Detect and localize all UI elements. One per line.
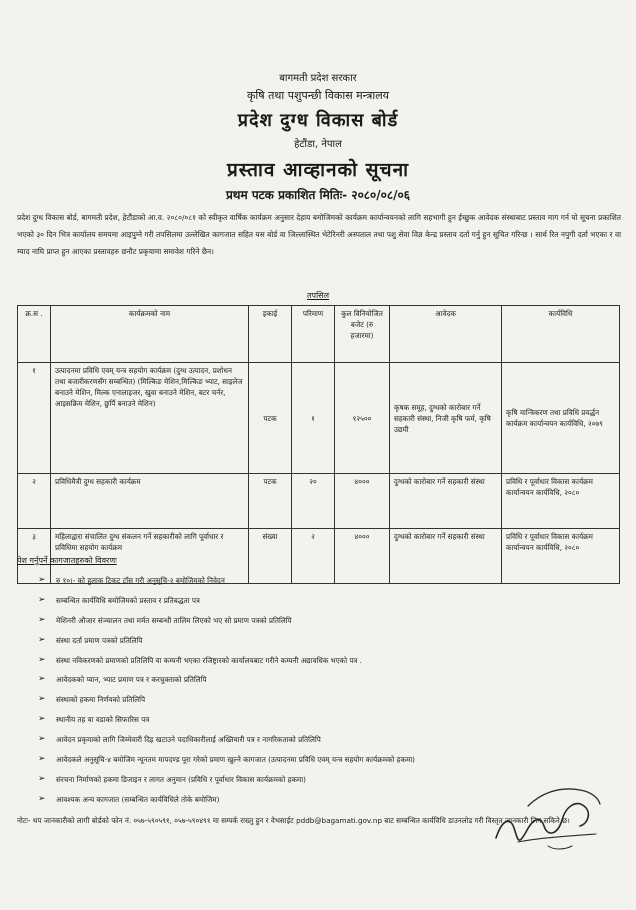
cell-applicant: कृषक समूह, दुग्धको कारोबार गर्ने सहकारी संस्था, निजी कृषि फर्म, कृषि उद्यमी: [390, 363, 502, 474]
list-item-text: आवेदकको प्यान, भ्याट प्रमाण पत्र र करचुक्ताको प्रतिलिपि: [56, 675, 207, 685]
table-title: तपसिल: [306, 291, 329, 300]
arrow-bullet-icon: ➢: [38, 754, 46, 765]
list-item: [38, 591, 628, 611]
list-item: [38, 611, 628, 631]
header-government: बागमती प्रदेश सरकार: [279, 73, 357, 84]
col-header-name: कार्यक्रमको नाम: [51, 306, 249, 363]
documents-list: [38, 571, 628, 810]
col-header-applicant: आवेदक: [390, 306, 502, 363]
list-item: [38, 690, 628, 710]
cell-budget: १२५००: [335, 363, 390, 474]
arrow-bullet-icon: ➢: [38, 614, 46, 625]
table-row: [18, 363, 620, 474]
arrow-bullet-icon: ➢: [38, 674, 46, 685]
list-item-text: आवश्यक अन्य कागजात (सम्बन्धित कार्यविधिले तोके बमोजिम): [56, 794, 220, 804]
col-header-unit: इकाई: [249, 306, 292, 363]
cell-sn: २: [18, 474, 51, 529]
header-location: हेटौंडा, नेपाल: [294, 139, 342, 150]
cell-name: उत्पादनमा प्रविधि एवम् यन्त्र सहयोग कार्यक्रम (दुग्ध उत्पादन, प्रशोधन तथा बजारीकरणसँग सम्बन्धित) (मिल्किङ मेशिन,मिल्किङ भ्याट, साइलेज बनाउने मेशिन, मिल्क एनालाइजर, खुवा बनाउने मेशिन, बटर चर्नर, आइसक्रिम मेशिन, छुर्पि बनाउने मेशिन): [51, 363, 249, 474]
col-header-qty: परिमाण: [292, 306, 335, 363]
arrow-bullet-icon: ➢: [38, 734, 46, 745]
cell-budget: ४०००: [335, 529, 390, 584]
cell-sn: १: [18, 363, 51, 474]
col-header-budget: कुल विनियोजित बजेट (रु हजारमा): [335, 306, 390, 363]
signature-icon: [488, 776, 608, 856]
list-item: [38, 631, 628, 651]
cell-qty: २०: [292, 474, 335, 529]
header-board: प्रदेश दुग्ध विकास बोर्ड: [237, 110, 399, 131]
list-item-text: संस्थाको हकमा निर्णयको प्रतिलिपि: [56, 695, 146, 705]
list-item: [38, 750, 628, 770]
arrow-bullet-icon: ➢: [38, 773, 46, 784]
arrow-bullet-icon: ➢: [38, 694, 46, 705]
cell-unit: संख्या: [249, 529, 292, 584]
arrow-bullet-icon: ➢: [38, 654, 46, 665]
list-item-text: आवेदन प्रकृयाको लागि जिम्मेवारी दिइ खटाउने पदाधिकारीलाई अख्तियारी पत्र र नागरिकताको प्रतिलिपि: [56, 735, 321, 745]
list-item-text: संस्था दर्ता प्रमाण पत्रको प्रतिलिपि: [56, 635, 143, 645]
intro-paragraph: प्रदेश दुग्ध विकास बोर्ड, बागमती प्रदेश, हेटौंडाको आ.व. २०८०/०८१ को स्वीकृत वार्षिक कार्यक्रम अनुसार देहाय बमोजिमको कार्यक्रम कार्यान्वयनको लागि सहभागी हुन ईच्छुक आवेदक संस्थाबाट प्रस्ताव माग गर्न यो सूचना प्रकाशित भएको ३० दिन भित्र कार्यालय समयमा आइपुग्ने गरी तपसिलमा उल्लेखित कागजात सहित यस बोर्ड वा जिल्लास्थित भेटेरिनरी अस्पताल तथा पशु सेवा विज्ञ केन्द्र प्रस्ताव दर्ता गर्नु हुन सूचित गरिन्छ । सार्थ रित नपुगी दर्ता भएका र वा म्याद नाघि प्राप्त हुन आएका प्रस्तावहरु छनौट प्रकृयामा समावेश गरिने छैन।: [17, 213, 621, 256]
list-item: [38, 730, 628, 750]
cell-procedure: कृषि यान्त्रिकरण तथा प्रविधि प्रवर्द्धन कार्यक्रम कार्यान्वयन कार्यविधि, २०७९: [502, 363, 620, 474]
cell-procedure: प्रविधि र पूर्वाधार विकास कार्यक्रम कार्यान्वयन कार्यविधि, २०८०: [502, 529, 620, 584]
list-item: [38, 651, 628, 671]
cell-name: महिलाद्वारा संचालित दुग्ध संकलन गर्ने सहकारीको लागि पूर्वाधार र प्रविधिमा सहयोग कार्यक्रम: [51, 529, 249, 584]
table-header-row: [18, 306, 620, 363]
cell-unit: पटक: [249, 363, 292, 474]
list-item: [38, 710, 628, 730]
publish-date: प्रथम पटक प्रकाशित मितिः- २०८०/०८/०६: [225, 188, 411, 202]
list-item-text: रु १०।- को हुलाक टिकट टाँस गरी अनुसूचि-२ बमोजिमको निवेदन: [56, 576, 225, 585]
cell-procedure: प्रविधि र पूर्वाधार विकास कार्यक्रम कार्यान्वयन कार्यविधि, २०८०: [502, 474, 620, 529]
col-header-sn: क्र.स .: [18, 306, 51, 363]
cell-qty: १: [292, 363, 335, 474]
cell-name: प्रविधिमैत्री दुग्ध सहकारी कार्यक्रम: [51, 474, 249, 529]
list-item-text: आवेदकले अनुसूचि-४ बमोजिम न्यूनतम मापदण्ड पूरा गरेको प्रमाण खुल्ने कागजात (उत्पादनमा प्रविधि एवम् यन्त्र सहयोग कार्यक्रमको हकमा): [56, 755, 415, 765]
notice-title: प्रस्ताव आव्हानको सूचना: [226, 159, 410, 181]
program-table: [17, 305, 620, 584]
arrow-bullet-icon: ➢: [38, 575, 46, 585]
cell-unit: पटक: [249, 474, 292, 529]
cell-applicant: दुग्धको कारोबार गर्ने सहकारी संस्था: [390, 529, 502, 584]
cell-applicant: दुग्धको कारोबार गर्ने सहकारी संस्था: [390, 474, 502, 529]
arrow-bullet-icon: ➢: [38, 793, 46, 804]
header-ministry: कृषि तथा पशुपन्छी विकास मन्त्रालय: [246, 89, 390, 102]
list-item: [38, 670, 628, 690]
col-header-procedure: कार्यविधि: [502, 306, 620, 363]
list-item-text: सम्बन्धित कार्यविधि बमोजिमको प्रस्ताव र प्रतिबद्धता पत्र: [56, 595, 200, 605]
cell-sn: ३: [18, 529, 51, 584]
cell-budget: ४०००: [335, 474, 390, 529]
list-item-text: संस्था नविकरणको प्रमाणको प्रतिलिपि वा कम्पनी भएका रजिष्ट्रारको कार्यालयबाट गरीने कम्पनी अद्यावधिक भएको पत्र .: [56, 655, 362, 665]
list-item-text: स्थानीय तह वा वडाको सिफारिस पत्र: [56, 715, 150, 725]
documents-title: पेश गर्नुपर्ने कागजातहरुको विवरणः: [17, 556, 117, 565]
table-row: [18, 474, 620, 529]
contact-note: नोटः- थप जानकारीको लागी बोर्डको फोन नं. ०५७-५९०५९१, ०५७-५९०४९१ मा सम्पर्क राख्नु हुन र वेभसाईट pddb@bagamati.gov.np बाट सम्बन्धित कार्यविधि डाउनलोड गरी विस्तृत जानकारी लिन सकिने छ।: [17, 816, 570, 825]
arrow-bullet-icon: ➢: [38, 714, 46, 725]
list-item-text: संरचना निर्माणको हकमा डिजाइन र लागत अनुमान (प्रविधि र पूर्वाधार विकास कार्यक्रमको हकमा): [56, 774, 306, 784]
arrow-bullet-icon: ➢: [38, 594, 46, 605]
arrow-bullet-icon: ➢: [38, 634, 46, 645]
list-item-text: मेशिनरी औजार संञ्चालन तथा मर्मत सम्बन्धी तालिम लिएको भए सो प्रमाण पत्रको प्रतिलिपि: [56, 615, 292, 625]
list-item: [38, 571, 628, 591]
cell-qty: २: [292, 529, 335, 584]
